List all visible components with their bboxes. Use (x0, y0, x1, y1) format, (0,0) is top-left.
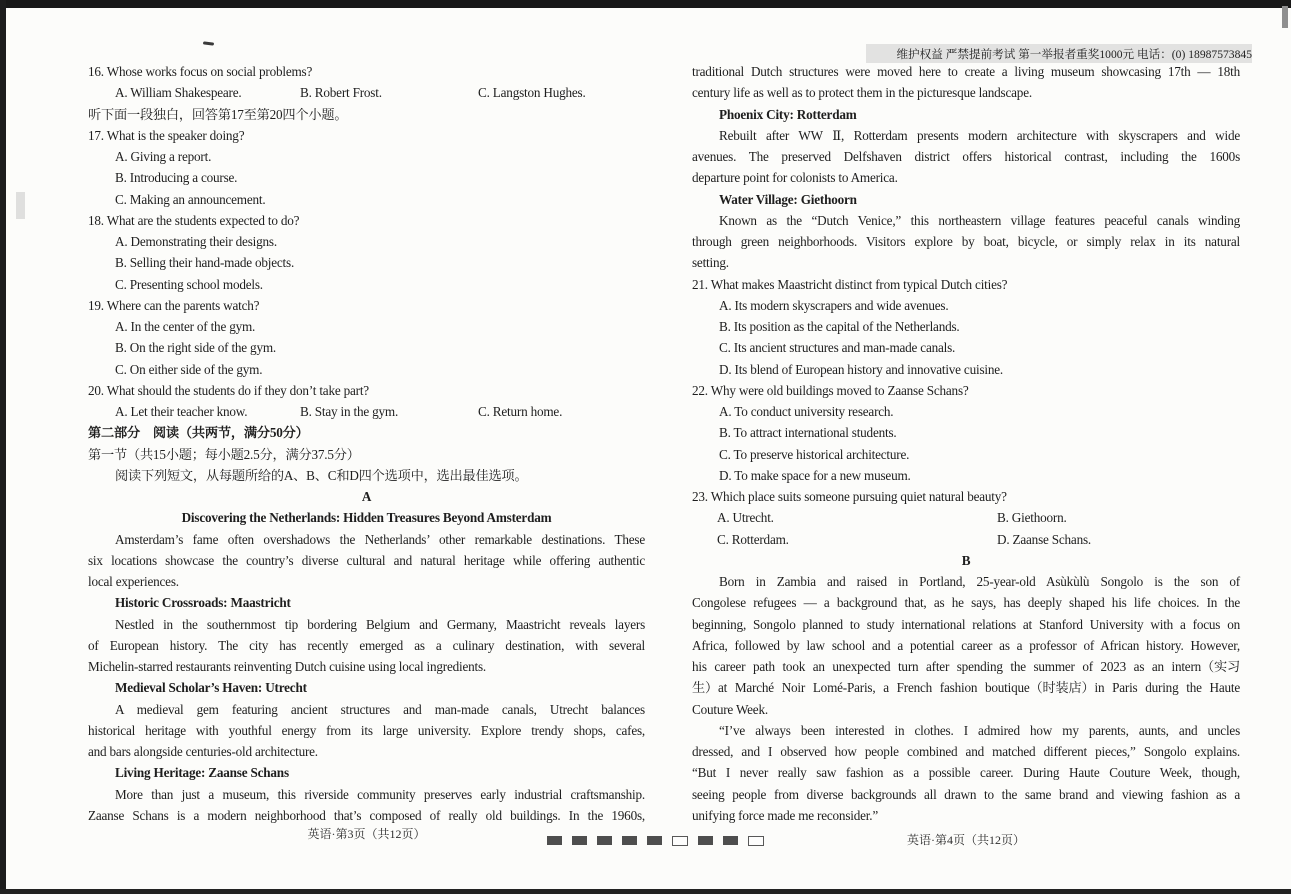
option-cell: C. Return home. (478, 404, 563, 419)
chinese-text-line: 阅读下列短文，从每题所给的A、B、C和D四个选项中，选出最佳选项。 (115, 467, 528, 483)
option-line: D. Its blend of European history and innovative cuisine. (719, 361, 1003, 377)
option-cell: B. Robert Frost. (300, 85, 382, 101)
filled-registration-mark (723, 836, 738, 845)
scan-smudge (16, 192, 25, 219)
option-cell: B. Giethoorn. (997, 510, 1067, 526)
passage-text-line: setting. (692, 255, 729, 271)
question-line: 17. What is the speaker doing? (88, 127, 245, 143)
option-line: B. To attract international students. (719, 425, 897, 441)
option-line: B. Selling their hand-made objects. (115, 255, 295, 271)
passage-text-line: century life as well as to protect them in the picturesque landscape. (692, 85, 1032, 101)
anti-cheating-notice: 维护权益 严禁提前考试 第一举报者重奖1000元 电话：(0) 18987573845 (896, 47, 1252, 61)
passage-text-line: Nestled in the southernmost tip bordering Belgium and Germany, Maastricht reveals layers (115, 616, 645, 632)
filled-registration-mark (698, 836, 713, 845)
filled-registration-mark (597, 836, 612, 845)
option-line: A. To conduct university research. (719, 404, 894, 419)
option-cell: B. Stay in the gym. (300, 404, 399, 419)
passage-subheading: Living Heritage: Zaanse Schans (115, 765, 289, 781)
option-line: B. Its position as the capital of the Netherlands. (719, 319, 960, 334)
passage-text-line: Born in Zambia and raised in Portland, 25-year-old Asùkùlù Songolo is the son of (719, 574, 1240, 589)
options-row (88, 82, 645, 103)
left-page-column (88, 61, 645, 826)
question-line: 21. What makes Maastricht distinct from typical Dutch cities? (692, 276, 1008, 292)
option-line: C. Its ancient structures and man-made canals. (719, 340, 956, 356)
passage-text-line: Amsterdam’s fame often overshadows the Netherlands’ other remarkable destinations. These (115, 531, 645, 547)
filled-registration-mark (647, 836, 662, 845)
option-line: B. On the right side of the gym. (115, 340, 276, 356)
option-line: A. In the center of the gym. (115, 319, 256, 334)
registration-marks (547, 836, 764, 846)
passage-text-line: Michelin-starred restaurants reinventing Dutch cuisine using local ingredients. (88, 659, 487, 674)
passage-title: Discovering the Netherlands: Hidden Treasures Beyond Amsterdam (181, 510, 552, 526)
passage-text-line: unifying force made me reconsider.” (692, 807, 878, 823)
question-line: 23. Which place suits someone pursuing quiet natural beauty? (692, 489, 1007, 504)
page-footer-right: 英语·第4页（共12页） (907, 833, 1025, 847)
hollow-registration-mark (748, 836, 764, 846)
chinese-text-line: 听下面一段独白，回答第17至第20四个小题。 (88, 106, 348, 122)
passage-text-line: of European history. The city has recently emerged as a culinary destination, with several (88, 637, 645, 653)
passage-text-line: through green neighborhoods. Visitors explore by boat, bicycle, or simply relax in its natural (692, 234, 1240, 249)
option-line: C. To preserve historical architecture. (719, 446, 910, 462)
page-footer-left: 英语·第3页（共12页） (307, 827, 426, 841)
section-heading: 第二部分 阅读（共两节，满分50分） (88, 425, 309, 441)
scan-bottom-edge (0, 889, 1291, 894)
passage-subheading: Phoenix City: Rotterdam (719, 106, 857, 122)
passage-text-line: Rebuilt after WW Ⅱ, Rotterdam presents modern architecture with skyscrapers and wide (719, 127, 1240, 143)
filled-registration-mark (547, 836, 562, 845)
passage-text-line: beginning, Songolo planned to study international relations at Stanford University with a focus on (692, 616, 1240, 632)
question-line: 20. What should the students do if they don’t take part? (88, 382, 369, 398)
passage-title: A (361, 489, 372, 504)
hollow-registration-mark (672, 836, 688, 846)
option-cell: D. Zaanse Schans. (997, 531, 1092, 547)
filled-registration-mark (622, 836, 637, 845)
option-line: A. Its modern skyscrapers and wide avenues. (719, 297, 949, 313)
passage-subheading: Historic Crossroads: Maastricht (115, 595, 291, 611)
options-row (692, 507, 1240, 528)
passage-text-line: his career path took an unexpected turn after spending the summer of 2023 as an intern（实习 (692, 659, 1240, 674)
passage-subheading: Medieval Scholar’s Haven: Utrecht (115, 680, 307, 696)
option-line: D. To make space for a new museum. (719, 467, 911, 483)
passage-text-line: departure point for colonists to America. (692, 170, 898, 186)
option-cell: A. Utrecht. (717, 510, 774, 526)
pen-mark (203, 41, 214, 45)
option-line: C. Making an announcement. (115, 191, 266, 207)
passage-text-line: Congolese refugees — a background that, as he says, has deeply shaped his life choices. In the (692, 595, 1240, 611)
options-row (88, 401, 645, 422)
passage-text-line: avenues. The preserved Delfshaven district offers historical contrast, including the 1600s (692, 149, 1240, 164)
scan-top-edge (0, 0, 1291, 8)
passage-text-line: “I’ve always been interested in clothes. I admired how my parents, aunts, and uncles (719, 722, 1240, 738)
option-cell: C. Rotterdam. (717, 531, 789, 547)
passage-text-line: seeing people from diverse backgrounds all drawn to the same brand and viewing fashion as a (692, 786, 1240, 802)
option-line: C. On either side of the gym. (115, 361, 263, 377)
option-line: B. Introducing a course. (115, 170, 238, 186)
option-line: C. Presenting school models. (115, 276, 263, 292)
option-line: A. Demonstrating their designs. (115, 234, 277, 249)
question-line: 18. What are the students expected to do? (88, 212, 300, 228)
passage-subheading: Water Village: Giethoorn (719, 191, 857, 207)
passage-text-line: six locations showcase the country’s diverse cultural and natural heritage while offering authentic (88, 552, 645, 568)
chinese-text-line: 第一节（共15小题；每小题2.5分，满分37.5分） (88, 446, 360, 462)
passage-text-line: A medieval gem featuring ancient structures and man-made canals, Utrecht balances (115, 701, 645, 717)
passage-text-line: Africa, followed by law school and a potential career as a professor of African history. However, (692, 637, 1240, 653)
passage-text-line: Zaanse Schans is a modern neighborhood that’s composed of really old buildings. In the 1960s, (88, 807, 645, 823)
option-cell: C. Langston Hughes. (478, 85, 586, 101)
passage-title: B (961, 552, 971, 568)
passage-text-line: local experiences. (88, 574, 179, 589)
question-line: 19. Where can the parents watch? (88, 297, 260, 313)
passage-text-line: Couture Week. (692, 701, 768, 717)
passage-text-line: Known as the “Dutch Venice,” this northeastern village features peaceful canals winding (719, 212, 1240, 228)
scan-right-edge-tick (1282, 6, 1288, 28)
passage-text-line: historical heritage with youthful energy from its large university. Explore trendy shops, cafes, (88, 722, 645, 738)
passage-text-line: traditional Dutch structures were moved here to create a living museum showcasing 17th — 18th (692, 64, 1240, 79)
question-line: 16. Whose works focus on social problems? (88, 64, 313, 79)
passage-text-line: “But I never really saw fashion as a possible career. During Haute Couture Week, though, (692, 765, 1240, 781)
filled-registration-mark (572, 836, 587, 845)
passage-text-line: dressed, and I observed how people combined and matched different pieces,” Songolo explains. (692, 744, 1240, 759)
passage-text-line: More than just a museum, this riverside community preserves early industrial craftsmanship. (115, 786, 645, 802)
options-row (692, 529, 1240, 550)
scan-left-edge (0, 0, 6, 894)
question-line: 22. Why were old buildings moved to Zaanse Schans? (692, 382, 969, 398)
option-cell: A. William Shakespeare. (115, 85, 242, 101)
option-line: A. Giving a report. (115, 149, 212, 164)
right-page-column (692, 61, 1240, 826)
passage-text-line: 生）at Marché Noir Lomé-Paris, a French fashion boutique（时装店）in Paris during the Haute (692, 680, 1240, 696)
passage-text-line: and bars alongside centuries-old architecture. (88, 744, 318, 759)
option-cell: A. Let their teacher know. (115, 404, 248, 419)
